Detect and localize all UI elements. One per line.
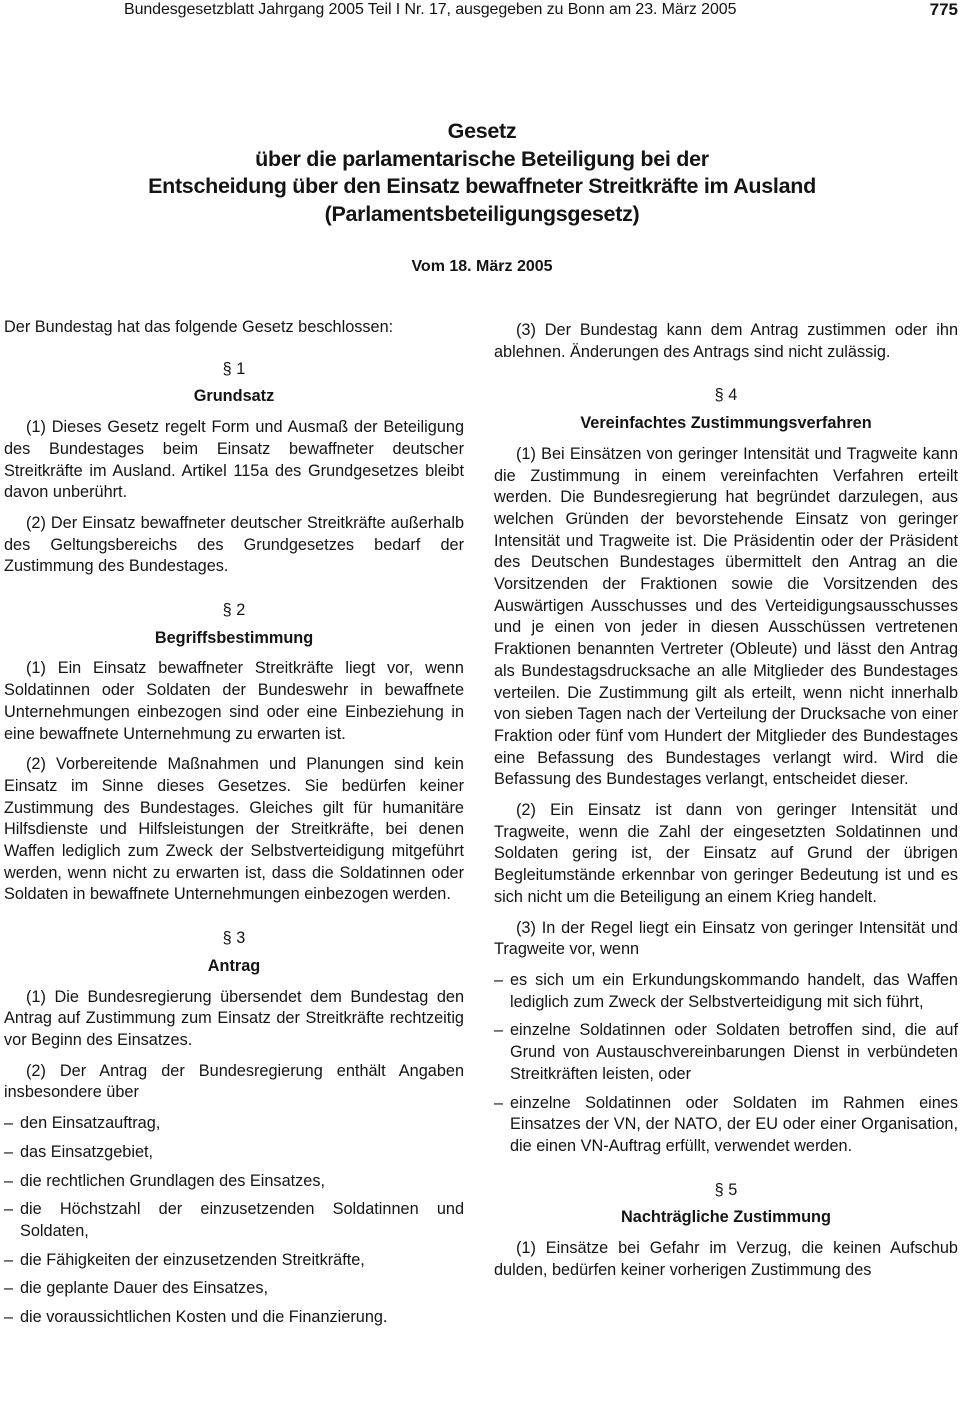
section-4-list — [494, 970, 958, 1158]
intro-text: Der Bundestag hat das folgende Gesetz beschlossen: — [4, 318, 394, 336]
section-5-number: § 5 — [714, 1180, 738, 1199]
list-item: – das Einsatzgebiet, — [4, 1142, 464, 1164]
section-4-para-3: (3) In der Regel liegt ein Einsatz von geringer Intensität und Tragweite vor, wenn — [494, 918, 958, 959]
section-4-number: § 4 — [714, 386, 738, 405]
title-line-4: (Parlamentsbeteiligungsgesetz) — [324, 201, 640, 226]
title-line-3: Entscheidung über den Einsatz bewaffneter Streitkräfte im Ausland — [148, 174, 816, 198]
section-5-title: Nachträgliche Zustimmung — [621, 1208, 831, 1227]
section-1-title: Grundsatz — [193, 387, 275, 406]
section-2-para-2: (2) Vorbereitende Maßnahmen und Planungen sind kein Einsatz im Sinne dieses Gesetzes. Sie bedürfen keiner Zustimmung des Bundestages. Gleiches gilt für humanitäre Hilfsdienste und Hilfsleistungen der Streitkräfte, bei denen Waffen lediglich zum Zweck der Selbstverteidigung mitgeführt werden, wenn nicht zu erwarten ist, dass die Soldatinnen oder Soldaten in bewaffnete Unternehmungen einbezogen werden. — [4, 755, 464, 904]
section-3-number: § 3 — [222, 929, 246, 948]
title-line-2: über die parlamentarische Beteiligung bei der — [255, 146, 709, 171]
section-4-para-2: (2) Ein Einsatz ist dann von geringer Intensität und Tragweite, wenn die Zahl der eingesetzten Soldatinnen und Soldaten gering ist, der Einsatz auf Grund der übrigen Begleitumstände erkennbar von geringer Bedeutung ist und es sich nicht um die Beteiligung an einem Krieg handelt. — [494, 801, 958, 906]
right-column — [494, 320, 958, 1290]
list-item: – die rechtlichen Grundlagen des Einsatzes, — [4, 1171, 464, 1193]
page-number: 775 — [929, 0, 958, 19]
section-3-title: Antrag — [207, 956, 261, 975]
list-item: – die Fähigkeiten der einzusetzenden Streitkräfte, — [4, 1250, 464, 1272]
title-line-1: Gesetz — [447, 119, 517, 143]
section-1-number: § 1 — [222, 359, 246, 378]
section-3-list — [4, 1113, 464, 1329]
list-item: – es sich um ein Erkundungskommando handelt, das Waffen lediglich zum Zweck der Selbstverteidigung mit sich führt, — [494, 970, 958, 1013]
section-2-title: Begriffsbestimmung — [154, 628, 314, 647]
section-4-title: Vereinfachtes Zustimmungsverfahren — [580, 414, 872, 433]
section-3-para-1: (1) Die Bundesregierung übersendet dem Bundestag den Antrag auf Zustimmung zum Einsatz der Streitkräfte rechtzeitig vor Beginn des Einsatzes. — [4, 987, 464, 1049]
list-item: – die geplante Dauer des Einsatzes, — [4, 1278, 464, 1300]
law-date: Vom 18. März 2005 — [411, 258, 553, 275]
section-2-para-1: (1) Ein Einsatz bewaffneter Streitkräfte liegt vor, wenn Soldatinnen oder Soldaten der Bundeswehr in bewaffnete Unternehmungen einbezogen sind oder eine Einbeziehung in eine bewaffnete Unternehmung zu erwarten ist. — [4, 659, 464, 743]
section-1-para-1: (1) Dieses Gesetz regelt Form und Ausmaß der Beteiligung des Bundestages beim Einsatz bewaffneter deutscher Streitkräfte im Ausland. Artikel 115a des Grundgesetzes bleibt davon unberührt. — [4, 418, 464, 502]
list-item: – einzelne Soldatinnen oder Soldaten im Rahmen eines Einsatzes der VN, der NATO, der EU oder einer Organisation, die einen VN-Auftrag erfüllt, verwendet werden. — [494, 1093, 958, 1158]
section-1-para-2: (2) Der Einsatz bewaffneter deutscher Streitkräfte außerhalb des Geltungsbereichs des Grundgesetzes bedarf der Zustimmung des Bundestages. — [4, 513, 464, 576]
section-4-para-1: (1) Bei Einsätzen von geringer Intensität und Tragweite kann die Zustimmung in einem vereinfachten Verfahren erteilt werden. Die Bundesregierung hat begründet darzulegen, aus welchen Gründen der bevorstehende Einsatz von geringer Intensität und Tragweite ist. Die Präsidentin oder der Präsident des Deutschen Bundestages übermittelt den Antrag an die Vorsitzenden der Fraktionen sowie die Vorsitzenden des Auswärtigen Ausschusses und des Verteidigungsausschusses und je einen von jeder in diesen Ausschüssen vertretenen Fraktionen benannten Vertreter (Obleute) und lässt den Antrag als Bundestagsdrucksache an alle Mitglieder des Bundestages verteilen. Die Zustimmung gilt als erteilt, wenn nicht innerhalb von sieben Tagen nach der Verteilung der Drucksache von einer Fraktion oder fünf vom Hundert der Mitglieder des Bundestages eine Befassung des Bundestages verlangt wird. Wird die Befassung des Bundestages verlangt, entscheidet dieser. — [494, 444, 958, 789]
list-item: – die voraussichtlichen Kosten und die Finanzierung. — [4, 1307, 464, 1329]
section-5-para-1: (1) Einsätze bei Gefahr im Verzug, die keinen Aufschub dulden, bedürfen keiner vorherigen Zustimmung des — [494, 1239, 958, 1279]
list-item: – die Höchstzahl der einzusetzenden Soldatinnen und Soldaten, — [4, 1199, 464, 1242]
header-text: Bundesgesetzblatt Jahrgang 2005 Teil I Nr. 17, ausgegeben zu Bonn am 23. März 2005 — [124, 1, 737, 18]
page-header — [0, 0, 964, 24]
list-item: – den Einsatzauftrag, — [4, 1113, 464, 1135]
list-item: – einzelne Soldatinnen oder Soldaten betroffen sind, die auf Grund von Austauschvereinbarungen Dienst in verbündeten Streitkräften leisten, oder — [494, 1020, 958, 1085]
section-2-number: § 2 — [222, 601, 246, 620]
left-column — [4, 317, 464, 1338]
law-title — [0, 118, 964, 228]
section-3-para-2: (2) Der Antrag der Bundesregierung enthält Angaben insbesondere über — [4, 1061, 464, 1102]
section-3-para-3: (3) Der Bundestag kann dem Antrag zustimmen oder ihn ablehnen. Änderungen des Antrags sind nicht zulässig. — [494, 321, 958, 361]
